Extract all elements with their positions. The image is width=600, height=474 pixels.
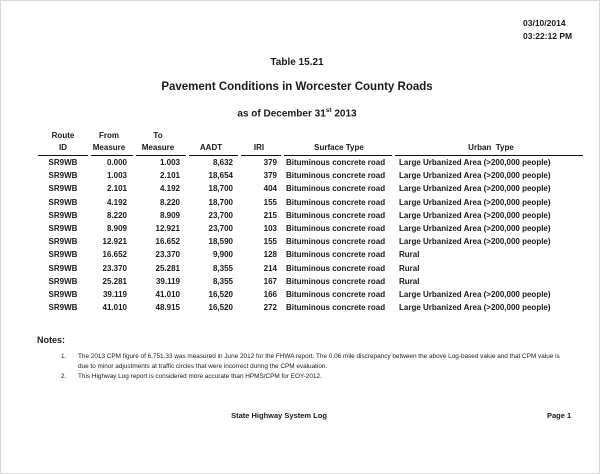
cell-to-measure: 48.915 bbox=[155, 303, 180, 313]
column-header-to-measure bbox=[136, 130, 186, 156]
column-header-route-id bbox=[38, 130, 88, 156]
cell-urban-type: Large Urbanized Area (>200,000 people) bbox=[399, 303, 551, 313]
cell-aadt: 9,900 bbox=[212, 250, 233, 260]
table-number-title: Table 15.21 bbox=[270, 57, 324, 68]
cell-surface-type: Bituminous concrete road bbox=[286, 184, 386, 194]
cell-route-id: SR9WB bbox=[48, 224, 78, 234]
cell-urban-type: Large Urbanized Area (>200,000 people) bbox=[399, 184, 551, 194]
cell-from-measure: 39.119 bbox=[102, 290, 127, 300]
cell-iri: 167 bbox=[263, 276, 277, 286]
cell-to-measure: 1.003 bbox=[159, 158, 180, 167]
table-row bbox=[38, 156, 583, 169]
column-header-line2: Measure bbox=[92, 143, 126, 152]
note-number: 2. bbox=[61, 373, 67, 380]
cell-from-measure: 0.000 bbox=[106, 158, 127, 167]
table-header bbox=[38, 130, 583, 156]
cell-to-measure: 23.370 bbox=[155, 250, 180, 260]
column-header-from-measure bbox=[91, 130, 133, 156]
cell-surface-type: Bituminous concrete road bbox=[286, 303, 386, 313]
cell-to-measure: 8.909 bbox=[159, 210, 180, 220]
cell-iri: 404 bbox=[263, 184, 277, 194]
cell-iri: 215 bbox=[263, 210, 277, 220]
cell-from-measure: 16.652 bbox=[102, 250, 127, 260]
column-header-line2: IRI bbox=[253, 143, 265, 152]
cell-route-id: SR9WB bbox=[48, 171, 78, 181]
cell-route-id: SR9WB bbox=[48, 276, 78, 286]
cell-urban-type: Large Urbanized Area (>200,000 people) bbox=[399, 290, 551, 300]
note-line: The 2013 CPM figure of 6,751.33 was measured in June 2012 for the FHWA report. The 0.06 mile discrepancy between the above Log-based value and that CPM value is bbox=[78, 353, 560, 360]
cell-urban-type: Large Urbanized Area (>200,000 people) bbox=[399, 224, 551, 234]
cell-aadt: 8,355 bbox=[212, 276, 233, 286]
cell-to-measure: 41.010 bbox=[155, 290, 180, 300]
column-header-line2: ID bbox=[59, 143, 67, 152]
cell-aadt: 8,632 bbox=[212, 158, 233, 167]
as-of-suffix: 2013 bbox=[331, 108, 357, 120]
cell-aadt: 18,700 bbox=[208, 184, 233, 194]
cell-route-id: SR9WB bbox=[48, 263, 78, 273]
cell-route-id: SR9WB bbox=[48, 158, 78, 167]
cell-surface-type: Bituminous concrete road bbox=[286, 237, 386, 247]
column-header-line1: To bbox=[153, 131, 163, 140]
note-line: This Highway Log report is considered more accurate than HPMS/CPM for EOY-2012. bbox=[78, 373, 322, 380]
cell-urban-type: Large Urbanized Area (>200,000 people) bbox=[399, 158, 551, 167]
note-item bbox=[61, 372, 583, 382]
table-row bbox=[38, 222, 583, 235]
note-item bbox=[61, 352, 583, 372]
cell-iri: 379 bbox=[263, 158, 277, 167]
table-header-row bbox=[38, 130, 583, 156]
cell-surface-type: Bituminous concrete road bbox=[286, 171, 386, 181]
table-row bbox=[38, 248, 583, 261]
cell-surface-type: Bituminous concrete road bbox=[286, 158, 386, 167]
footer-page-number: Page 1 bbox=[547, 411, 572, 420]
print-datetime bbox=[523, 17, 572, 43]
table-row bbox=[38, 301, 583, 314]
cell-aadt: 16,520 bbox=[208, 290, 233, 300]
note-line: due to minor adjustments at traffic circles that were incorrect during the CPM evaluation. bbox=[78, 363, 328, 370]
cell-route-id: SR9WB bbox=[48, 210, 78, 220]
cell-route-id: SR9WB bbox=[48, 197, 78, 207]
cell-from-measure: 4.192 bbox=[106, 197, 127, 207]
cell-to-measure: 2.101 bbox=[159, 171, 180, 181]
cell-to-measure: 12.921 bbox=[155, 224, 180, 234]
table-row bbox=[38, 169, 583, 182]
cell-urban-type: Large Urbanized Area (>200,000 people) bbox=[399, 197, 551, 207]
column-header-line2: AADT bbox=[199, 143, 223, 152]
column-header-line2: Measure bbox=[141, 143, 175, 152]
cell-aadt: 23,700 bbox=[208, 210, 233, 220]
cell-surface-type: Bituminous concrete road bbox=[286, 210, 386, 220]
cell-aadt: 18,654 bbox=[208, 171, 233, 181]
footer-document-title: State Highway System Log bbox=[231, 411, 327, 420]
cell-from-measure: 12.921 bbox=[102, 237, 127, 247]
cell-aadt: 8,355 bbox=[212, 263, 233, 273]
table-row bbox=[38, 196, 583, 209]
cell-route-id: SR9WB bbox=[48, 250, 78, 260]
cell-from-measure: 8.909 bbox=[106, 224, 127, 234]
as-of-superscript: st bbox=[325, 107, 332, 114]
notes-section bbox=[37, 335, 583, 382]
print-time: 03:22:12 PM bbox=[523, 31, 573, 41]
table-body bbox=[38, 156, 583, 314]
cell-route-id: SR9WB bbox=[48, 303, 78, 313]
cell-iri: 272 bbox=[263, 303, 277, 313]
cell-iri: 379 bbox=[263, 171, 277, 181]
table-row bbox=[38, 288, 583, 301]
column-header-surface-type bbox=[284, 130, 392, 156]
cell-from-measure: 23.370 bbox=[102, 263, 127, 273]
print-date: 03/10/2014 bbox=[523, 18, 566, 28]
cell-aadt: 18,700 bbox=[208, 197, 233, 207]
cell-iri: 155 bbox=[263, 197, 277, 207]
notes-heading: Notes: bbox=[37, 335, 66, 345]
cell-surface-type: Bituminous concrete road bbox=[286, 197, 386, 207]
cell-from-measure: 41.010 bbox=[102, 303, 127, 313]
cell-to-measure: 8.220 bbox=[159, 197, 180, 207]
cell-iri: 128 bbox=[263, 250, 277, 260]
cell-surface-type: Bituminous concrete road bbox=[286, 224, 386, 234]
page-title: Pavement Conditions in Worcester County Roads bbox=[161, 81, 433, 93]
cell-to-measure: 39.119 bbox=[155, 276, 180, 286]
cell-surface-type: Bituminous concrete road bbox=[286, 276, 386, 286]
table-row bbox=[38, 275, 583, 288]
cell-iri: 214 bbox=[263, 263, 277, 273]
note-text bbox=[78, 372, 583, 382]
table-row bbox=[38, 262, 583, 275]
cell-surface-type: Bituminous concrete road bbox=[286, 250, 386, 260]
column-header-urban-type bbox=[395, 130, 583, 156]
cell-from-measure: 2.101 bbox=[106, 184, 127, 194]
pavement-conditions-table bbox=[35, 130, 586, 314]
cell-surface-type: Bituminous concrete road bbox=[286, 263, 386, 273]
as-of-subtitle bbox=[1, 107, 593, 119]
table-row bbox=[38, 209, 583, 222]
cell-route-id: SR9WB bbox=[48, 237, 78, 247]
cell-urban-type: Rural bbox=[399, 250, 420, 260]
cell-iri: 166 bbox=[263, 290, 277, 300]
cell-route-id: SR9WB bbox=[48, 184, 78, 194]
cell-to-measure: 4.192 bbox=[159, 184, 180, 194]
cell-from-measure: 8.220 bbox=[106, 210, 127, 220]
cell-from-measure: 1.003 bbox=[106, 171, 127, 181]
cell-urban-type: Large Urbanized Area (>200,000 people) bbox=[399, 210, 551, 220]
cell-to-measure: 25.281 bbox=[155, 263, 180, 273]
cell-urban-type: Large Urbanized Area (>200,000 people) bbox=[399, 171, 551, 181]
column-header-line1: Route bbox=[51, 131, 75, 140]
note-text bbox=[78, 352, 583, 372]
cell-to-measure: 16.652 bbox=[155, 237, 180, 247]
cell-aadt: 18,590 bbox=[208, 237, 233, 247]
cell-route-id: SR9WB bbox=[48, 290, 78, 300]
cell-surface-type: Bituminous concrete road bbox=[286, 290, 386, 300]
cell-iri: 155 bbox=[263, 237, 277, 247]
cell-urban-type: Rural bbox=[399, 263, 420, 273]
table-row bbox=[38, 182, 583, 195]
cell-aadt: 23,700 bbox=[208, 224, 233, 234]
column-header-line2: Surface Type bbox=[314, 143, 364, 152]
column-header-line2: Urban Type bbox=[468, 143, 514, 152]
table-row bbox=[38, 235, 583, 248]
as-of-prefix: as of December 31 bbox=[237, 108, 326, 120]
column-header-line1: From bbox=[99, 131, 119, 140]
column-header-aadt bbox=[189, 130, 238, 156]
cell-urban-type: Large Urbanized Area (>200,000 people) bbox=[399, 237, 551, 247]
column-header-iri bbox=[241, 130, 281, 156]
cell-iri: 103 bbox=[263, 224, 277, 234]
cell-aadt: 16,520 bbox=[208, 303, 233, 313]
cell-urban-type: Rural bbox=[399, 276, 420, 286]
cell-from-measure: 25.281 bbox=[102, 276, 127, 286]
note-number: 1. bbox=[61, 353, 67, 360]
